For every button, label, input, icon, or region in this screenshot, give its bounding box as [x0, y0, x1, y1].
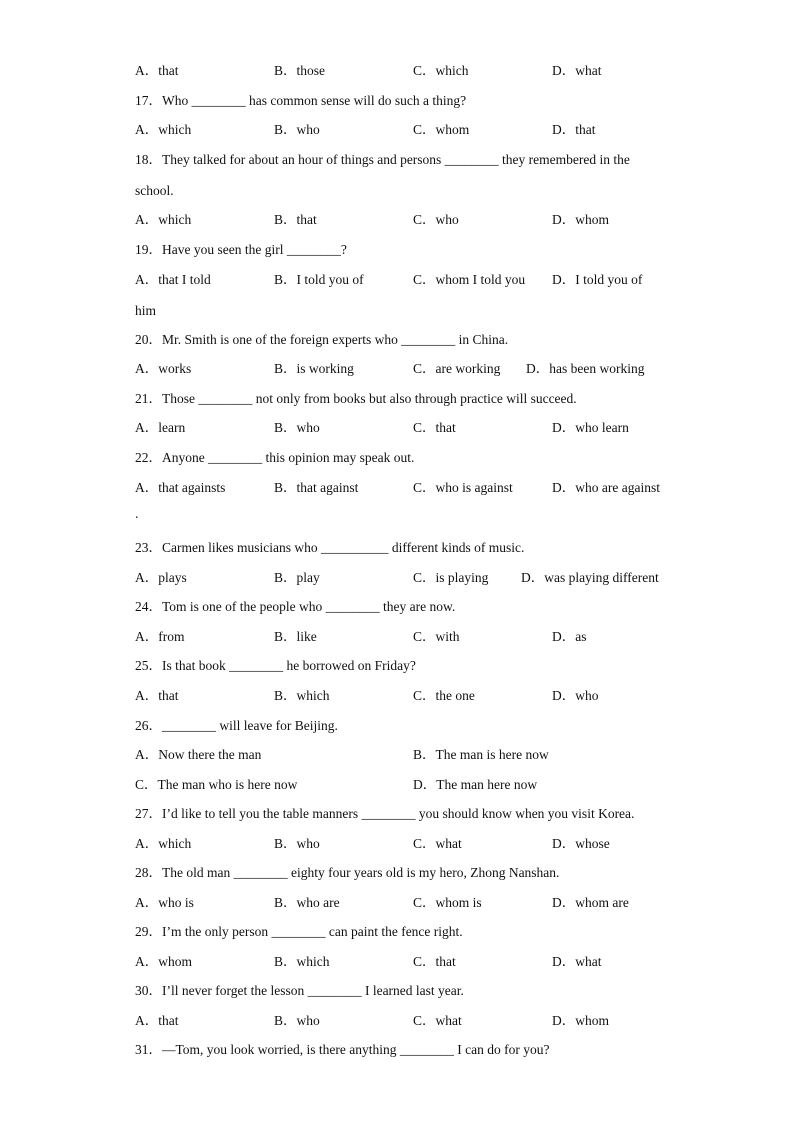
answer-option: C．who is against [413, 480, 513, 495]
answer-option: D．whom [552, 1013, 609, 1028]
answer-option: C．who [413, 212, 459, 227]
answer-option: C．what [413, 1013, 462, 1028]
answer-option: C．whom [413, 122, 470, 137]
question-text: school. [135, 183, 174, 198]
answer-option: C．with [413, 629, 460, 644]
answer-option: B．who [274, 420, 320, 435]
answer-option: A．which [135, 212, 192, 227]
answer-option: C．that [413, 954, 456, 969]
question-text: 24．Tom is one of the people who ________ they are now. [135, 599, 456, 614]
answer-option: B．which [274, 688, 330, 703]
question-text: 30．I’ll never forget the lesson ________ I learned last year. [135, 983, 464, 998]
question-text: 29．I’m the only person ________ can paint the fence right. [135, 924, 463, 939]
answer-option: A．works [135, 361, 192, 376]
question-text: 22．Anyone ________ this opinion may speak out. [135, 450, 415, 465]
answer-option: D．what [552, 63, 602, 78]
answer-option: D．who learn [552, 420, 629, 435]
question-text: 25．Is that book ________ he borrowed on Friday? [135, 658, 416, 673]
question-text: 27．I’d like to tell you the table manners ________ you should know when you visit Korea. [135, 806, 635, 821]
answer-option: A．that [135, 1013, 179, 1028]
answer-option: D．who [552, 688, 599, 703]
answer-option: C．whom is [413, 895, 482, 910]
answer-option: B．which [274, 954, 330, 969]
answer-option: C．is playing [413, 570, 489, 585]
answer-option: B．is working [274, 361, 354, 376]
question-text: 17．Who ________ has common sense will do such a thing? [135, 93, 467, 108]
answer-option: B．that against [274, 480, 359, 495]
answer-option: A．that I told [135, 272, 211, 287]
question-text: 31．—Tom, you look worried, is there anything ________ I can do for you? [135, 1042, 550, 1057]
question-text: 23．Carmen likes musicians who __________ different kinds of music. [135, 540, 525, 555]
answer-option: C．whom I told you [413, 272, 526, 287]
answer-option: A．from [135, 629, 185, 644]
answer-option: D．who are against [552, 480, 660, 495]
answer-option: B．who are [274, 895, 340, 910]
answer-option: A．learn [135, 420, 186, 435]
answer-option: D．whose [552, 836, 610, 851]
answer-option: D．I told you of [552, 272, 643, 287]
answer-option: C．are working [413, 361, 501, 376]
answer-option: D．was playing different [521, 570, 659, 585]
answer-option: D．that [552, 122, 596, 137]
answer-option: C．which [413, 63, 469, 78]
answer-option: D．The man here now [413, 777, 538, 792]
answer-option: D．as [552, 629, 587, 644]
answer-option: A．whom [135, 954, 192, 969]
answer-option: C．the one [413, 688, 475, 703]
answer-option: B．I told you of [274, 272, 364, 287]
question-text: 19．Have you seen the girl ________? [135, 242, 347, 257]
answer-option: B．The man is here now [413, 747, 549, 762]
answer-option: C．what [413, 836, 462, 851]
answer-option: A．which [135, 836, 192, 851]
answer-option: A．which [135, 122, 192, 137]
answer-option: D．what [552, 954, 602, 969]
answer-option: C．that [413, 420, 456, 435]
question-text: 20．Mr. Smith is one of the foreign experts who ________ in China. [135, 332, 509, 347]
question-text: him [135, 303, 157, 318]
answer-option: A．plays [135, 570, 187, 585]
answer-option: A．that [135, 63, 179, 78]
answer-option: B．those [274, 63, 326, 78]
question-text: 28．The old man ________ eighty four years old is my hero, Zhong Nanshan. [135, 865, 560, 880]
question-text: 21．Those ________ not only from books but also through practice will succeed. [135, 391, 577, 406]
answer-option: B．who [274, 122, 320, 137]
answer-option: D．whom [552, 212, 609, 227]
answer-option: A．Now there the man [135, 747, 262, 762]
question-text: 18．They talked for about an hour of things and persons ________ they remembered in the [135, 152, 630, 167]
answer-option: B．like [274, 629, 317, 644]
answer-option: C．The man who is here now [135, 777, 298, 792]
answer-option: A．that [135, 688, 179, 703]
answer-option: B．who [274, 836, 320, 851]
answer-option: A．that againsts [135, 480, 226, 495]
answer-option: D．has been working [526, 361, 645, 376]
answer-option: A．who is [135, 895, 194, 910]
answer-option: D．whom are [552, 895, 629, 910]
answer-option: B．play [274, 570, 320, 585]
question-text: . [135, 506, 139, 521]
question-text: 26．________ will leave for Beijing. [135, 718, 338, 733]
answer-option: B．that [274, 212, 317, 227]
answer-option: B．who [274, 1013, 320, 1028]
